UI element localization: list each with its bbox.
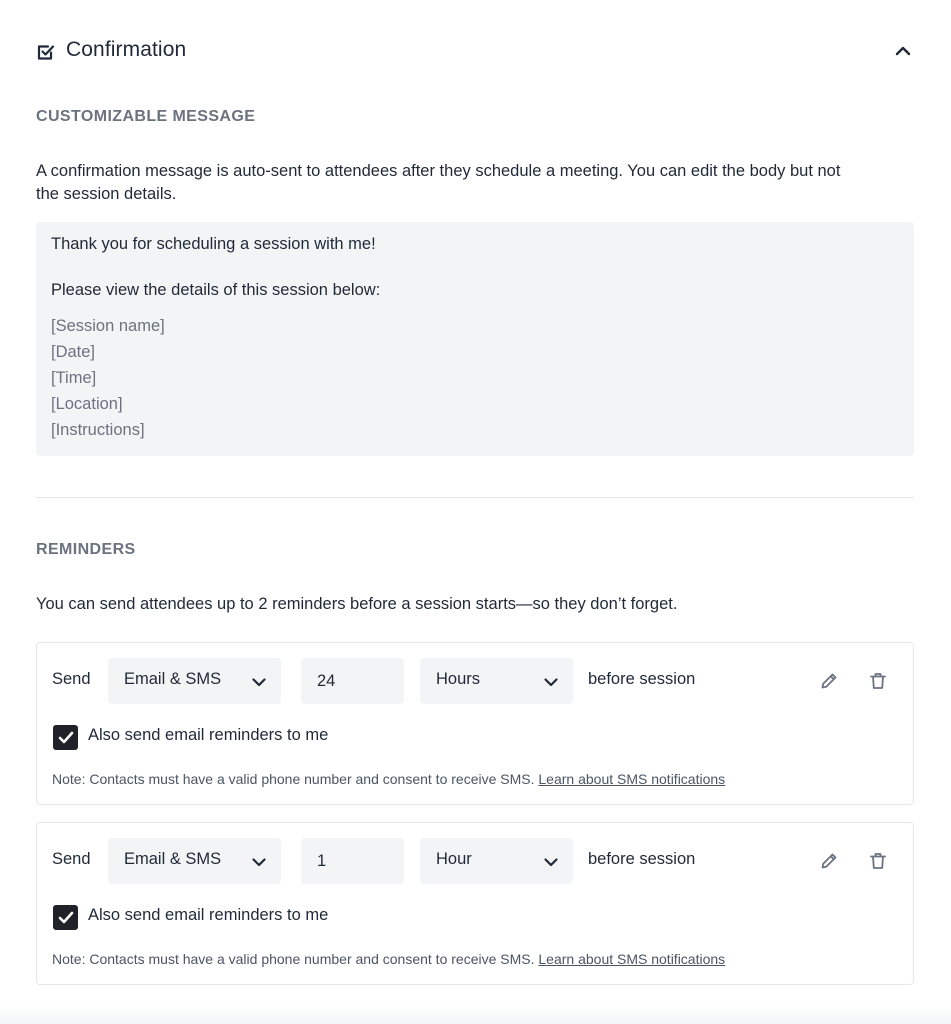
section-divider <box>36 497 914 498</box>
customizable-message-label: CUSTOMIZABLE MESSAGE <box>36 108 256 125</box>
unit-select[interactable] <box>420 838 573 884</box>
sms-note-text: Note: Contacts must have a valid phone number and consent to receive SMS. <box>52 951 535 967</box>
pencil-icon[interactable] <box>817 849 841 873</box>
send-label: Send <box>52 670 91 688</box>
reminder-card <box>36 822 914 985</box>
confirmation-description <box>36 160 914 206</box>
description-line-1: A confirmation message is auto-sent to attendees after they schedule a meeting. You can edit the body but not <box>36 162 841 180</box>
chevron-down-icon <box>543 674 559 690</box>
chevron-down-icon <box>251 674 267 690</box>
also-send-checkbox[interactable] <box>53 905 78 930</box>
trash-icon[interactable] <box>866 669 890 693</box>
before-session-label: before session <box>588 850 696 868</box>
chevron-down-icon <box>543 854 559 870</box>
chevron-up-icon[interactable] <box>892 40 914 62</box>
reminders-label: REMINDERS <box>36 541 136 558</box>
amount-input[interactable] <box>301 838 404 884</box>
unit-select[interactable] <box>420 658 573 704</box>
placeholder-location: [Location] <box>51 395 123 413</box>
unit-select-value: Hours <box>436 670 481 688</box>
before-session-label: before session <box>588 670 696 688</box>
unit-select-value: Hour <box>436 850 472 868</box>
bottom-edge <box>0 1006 951 1024</box>
section-header[interactable] <box>36 36 914 66</box>
trash-icon[interactable] <box>866 849 890 873</box>
pencil-icon[interactable] <box>817 669 841 693</box>
also-send-label: Also send email reminders to me <box>88 726 329 744</box>
sms-note <box>52 951 725 967</box>
reminder-card <box>36 642 914 805</box>
reminders-description: You can send attendees up to 2 reminders before a session starts—so they don’t forget. <box>36 595 678 613</box>
send-label: Send <box>52 850 91 868</box>
checkbox-checked-icon <box>36 42 56 62</box>
channel-select[interactable] <box>108 838 281 884</box>
amount-input[interactable] <box>301 658 404 704</box>
message-body-editor[interactable] <box>36 222 914 456</box>
placeholder-session-name: [Session name] <box>51 317 165 335</box>
placeholder-time: [Time] <box>51 369 97 387</box>
sms-notifications-link[interactable]: Learn about SMS notifications <box>538 951 726 967</box>
channel-select-value: Email & SMS <box>124 670 222 688</box>
channel-select[interactable] <box>108 658 281 704</box>
message-intro: Please view the details of this session below: <box>51 281 381 299</box>
message-greeting: Thank you for scheduling a session with me! <box>51 235 376 253</box>
sms-note <box>52 771 725 787</box>
sms-note-text: Note: Contacts must have a valid phone number and consent to receive SMS. <box>52 771 535 787</box>
section-title: Confirmation <box>66 38 187 61</box>
also-send-label: Also send email reminders to me <box>88 906 329 924</box>
sms-notifications-link[interactable]: Learn about SMS notifications <box>538 771 726 787</box>
placeholder-date: [Date] <box>51 343 96 361</box>
channel-select-value: Email & SMS <box>124 850 222 868</box>
chevron-down-icon <box>251 854 267 870</box>
description-line-2: the session details. <box>36 185 177 203</box>
placeholder-instructions: [Instructions] <box>51 421 145 439</box>
also-send-checkbox[interactable] <box>53 725 78 750</box>
